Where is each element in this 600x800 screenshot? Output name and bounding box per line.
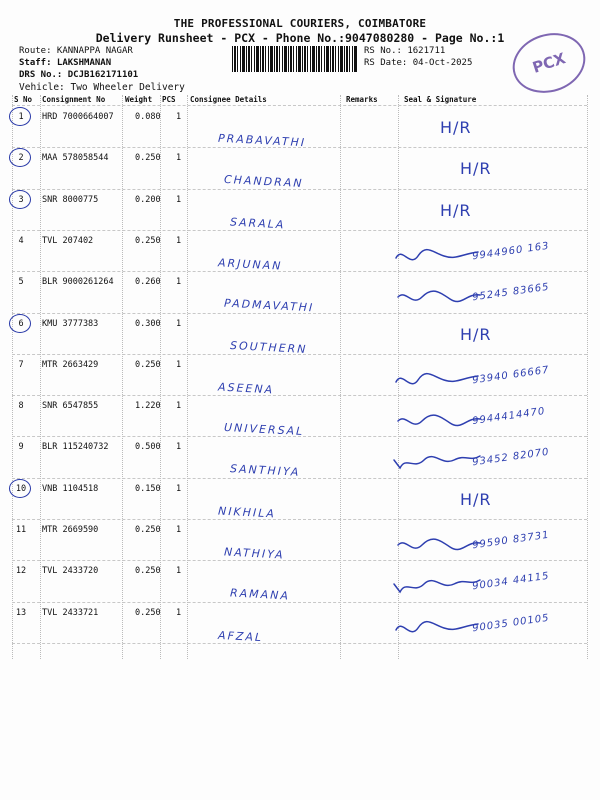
signature-scribble [392,614,482,640]
table-row [0,478,600,519]
cell-sno: 1 [18,112,24,122]
cell-weight: 0.200 [135,194,161,205]
cell-sno: 11 [15,525,27,535]
cell-pcs: 1 [176,235,182,246]
cell-weight: 0.250 [135,525,161,535]
cell-consignment: TVL 2433721 [42,607,99,618]
cell-weight: 0.250 [135,359,161,370]
cell-sno: 4 [18,235,24,246]
cell-sno: 8 [18,401,24,412]
cell-weight: 0.080 [135,112,161,122]
handwritten-consignee-name: AFZAL [217,628,264,644]
cell-pcs: 1 [176,566,182,577]
handwritten-consignee-name: CHANDRAN [223,173,304,191]
cell-weight: 0.150 [135,483,161,494]
signature-phone-number: 99590 83731 [471,529,551,552]
signature-phone-number: 93452 82070 [471,447,551,469]
vehicle-text: Vehicle: Two Wheeler Delivery [19,82,185,93]
cell-sno: 9 [18,442,24,453]
cell-pcs: 1 [176,525,182,535]
rs-date-text: RS Date: 04-Oct-2025 [364,58,473,68]
cell-pcs: 1 [176,607,182,618]
col-consignee: Consignee Details [190,95,267,104]
cell-consignment: SNR 8000775 [42,194,99,205]
route-text: Route: KANNAPPA NAGAR [19,46,133,56]
cell-pcs: 1 [176,401,182,412]
signature-phone-number: 9944414470 [471,406,547,428]
handwritten-consignee-name: RAMANA [229,586,291,603]
cell-weight: 0.250 [135,566,161,577]
cell-pcs: 1 [176,318,182,329]
cell-weight: 0.500 [135,442,161,453]
company-title: THE PROFESSIONAL COURIERS, COIMBATORE [173,17,427,30]
col-sno: S No [14,95,33,104]
handwritten-remark: H/R [440,200,472,220]
col-consignment: Consignment No [42,95,106,104]
cell-pcs: 1 [176,153,182,164]
col-remarks: Remarks [346,95,378,104]
cell-weight: 0.260 [135,277,161,288]
cell-consignment: MTR 2669590 [42,525,99,535]
handwritten-consignee-name: NATHIYA [223,545,285,562]
cell-weight: 0.300 [135,318,161,329]
col-pcs: PCS [162,95,176,104]
col-weight: Weight [125,95,153,104]
cell-consignment: VNB 1104518 [42,483,99,494]
signature-scribble [392,242,482,268]
cell-consignment: BLR 115240732 [42,442,109,453]
signature-phone-number: 9944960 163 [471,240,551,263]
handwritten-consignee-name: SOUTHERN [229,338,308,356]
cell-pcs: 1 [176,442,182,453]
table-row [0,189,600,230]
cell-sno: 2 [18,153,24,164]
stamp-text: PCX [530,49,568,77]
cell-weight: 0.250 [135,607,161,618]
cell-pcs: 1 [176,194,182,205]
handwritten-consignee-name: ARJUNAN [217,256,283,273]
cell-weight: 0.250 [135,153,161,164]
signature-scribble [392,448,482,474]
header-right-block [364,45,472,69]
cell-pcs: 1 [176,483,182,494]
barcode [232,46,358,72]
handwritten-remark: H/R [440,118,472,137]
handwritten-consignee-name: SARALA [229,215,286,232]
handwritten-consignee-name: SANTHIYA [229,462,301,480]
cell-weight: 1.220 [135,401,161,412]
signature-scribble [392,283,482,309]
handwritten-consignee-name: NIKHILA [217,504,277,521]
cell-consignment: MAA 578058544 [42,153,109,164]
staff-text: Staff: LAKSHMANAN [19,58,112,68]
handwritten-consignee-name: ASEENA [217,380,275,397]
handwritten-consignee-name: PRABAVATHI [217,131,307,150]
cell-sno: 5 [18,277,24,288]
signature [392,614,582,648]
runsheet-subtitle: Delivery Runsheet - PCX - Phone No.:9047080280 - Page No.:1 [95,31,505,45]
cell-consignment: KMU 3777383 [42,318,99,329]
signature-scribble [392,366,482,392]
cell-consignment: HRD 7000664007 [42,112,114,122]
cell-sno: 7 [18,359,24,370]
cell-sno: 10 [15,483,27,494]
cell-consignment: TVL 2433720 [42,566,99,577]
handwritten-remark: H/R [460,324,492,344]
signature-phone-number: 90035 00105 [471,612,551,634]
handwritten-remark: H/R [460,489,492,509]
handwritten-consignee-name: PADMAVATHI [223,296,315,315]
cell-sno: 6 [18,318,24,329]
drs-text: DRS No.: DCJB162171101 [19,70,139,80]
rs-number-text: RS No.: 1621711 [364,46,446,56]
cell-sno: 13 [15,607,27,618]
header-left-block [19,45,185,94]
signature-phone-number: 90034 44115 [471,570,551,593]
cell-consignment: MTR 2663429 [42,359,99,370]
cell-pcs: 1 [176,277,182,288]
cell-consignment: BLR 9000261264 [42,277,114,288]
cell-consignment: TVL 207402 [42,235,94,246]
handwritten-consignee-name: UNIVERSAL [223,421,305,439]
cell-pcs: 1 [176,359,182,370]
signature-scribble [392,407,482,433]
signature-scribble [392,531,482,557]
cell-sno: 3 [18,194,24,205]
cell-pcs: 1 [176,112,182,122]
cell-consignment: SNR 6547855 [42,401,99,412]
signature-phone-number: 93940 66667 [471,364,551,387]
signature-scribble [392,572,482,598]
handwritten-remark: H/R [460,159,492,179]
col-seal: Seal & Signature [404,95,477,104]
cell-sno: 12 [15,566,27,577]
signature-phone-number: 95245 83665 [471,281,551,304]
cell-weight: 0.250 [135,235,161,246]
